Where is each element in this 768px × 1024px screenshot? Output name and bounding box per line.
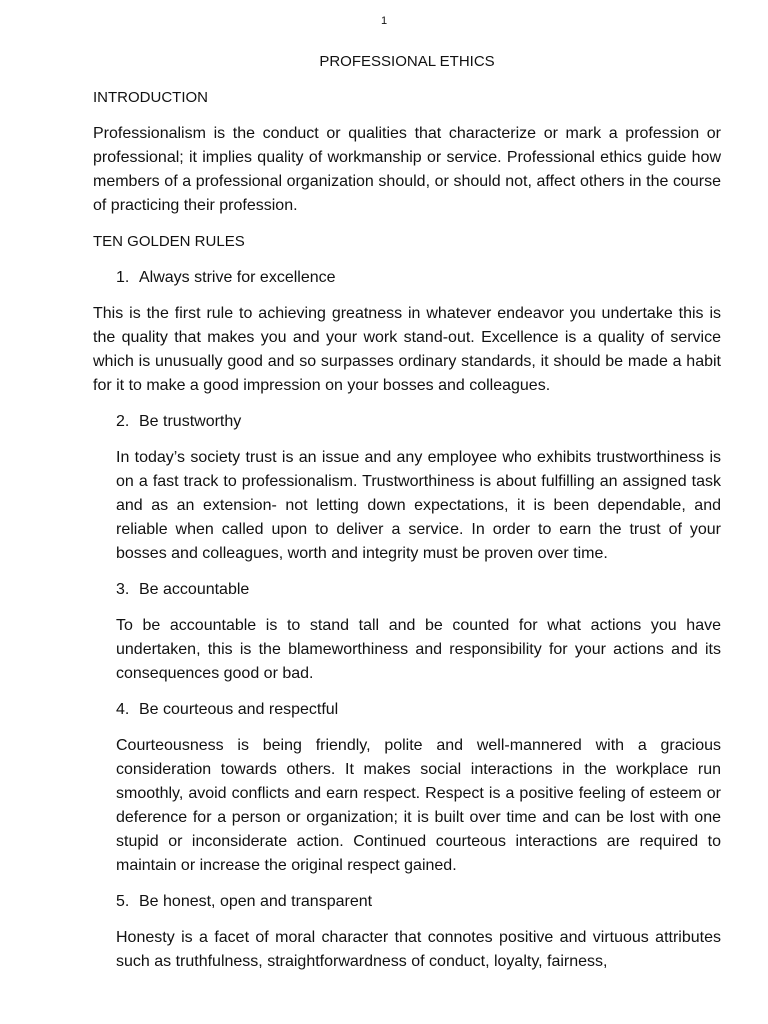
rule-body-5: Honesty is a facet of moral character that connotes positive and virtuous attributes such as truthfulness, straightforwardness of conduct, loyalty, fairness,	[116, 929, 721, 970]
rule-number: 1.	[116, 269, 130, 286]
rule-body-4: Courteousness is being friendly, polite and well-mannered with a gracious consideration towards others. It makes social interactions in the workplace run smoothly, avoid conflicts and earn respect. Respect is a positive feeling of esteem or deference for a person or organization; it is built over time and can be lost with one stupid or inconsiderate action. Continued courteous interactions are required to maintain or increase the original respect gained.	[116, 737, 721, 874]
rules-heading: TEN GOLDEN RULES	[93, 233, 245, 250]
rule-title: Be honest, open and transparent	[139, 893, 373, 910]
rule-body-3: To be accountable is to stand tall and be counted for what actions you have undertaken, this is the blameworthiness and responsibility for your actions and its consequences good or bad.	[116, 617, 721, 682]
rule-title: Be courteous and respectful	[139, 701, 339, 718]
page-number: 1	[380, 15, 388, 27]
rule-item-5	[93, 890, 721, 914]
rule-title: Be accountable	[139, 581, 250, 598]
rule-number: 5.	[116, 893, 130, 910]
document-body	[93, 50, 721, 986]
rule-title: Be trustworthy	[139, 413, 242, 430]
rule-body-1: This is the first rule to achieving greatness in whatever endeavor you undertake this is the quality that makes you and your work stand-out. Excellence is a quality of service which is unusually good and so surpasses ordinary standards, it should be made a habit for it to make a good impression on your bosses and colleagues.	[93, 305, 721, 394]
introduction-heading: INTRODUCTION	[93, 89, 208, 106]
rule-number: 4.	[116, 701, 130, 718]
rule-item-1	[93, 266, 721, 290]
rule-number: 2.	[116, 413, 130, 430]
rule-item-3	[93, 578, 721, 602]
document-title: PROFESSIONAL ETHICS	[319, 53, 495, 70]
rule-title: Always strive for excellence	[139, 269, 336, 286]
rule-number: 3.	[116, 581, 130, 598]
rule-item-4	[93, 698, 721, 722]
rule-body-2: In today’s society trust is an issue and any employee who exhibits trustworthiness is on a fast track to professionalism. Trustworthiness is about fulfilling an assigned task and as an extension- not letting down expectations, it is been dependable, and reliable when called upon to deliver a service. In order to earn the trust of your bosses and colleagues, worth and integrity must be proven over time.	[116, 449, 721, 562]
rule-item-2	[93, 410, 721, 434]
introduction-paragraph: Professionalism is the conduct or qualities that characterize or mark a profession or professional; it implies quality of workmanship or service. Professional ethics guide how members of a professional organization should, or should not, affect others in the course of practicing their profession.	[93, 125, 721, 214]
